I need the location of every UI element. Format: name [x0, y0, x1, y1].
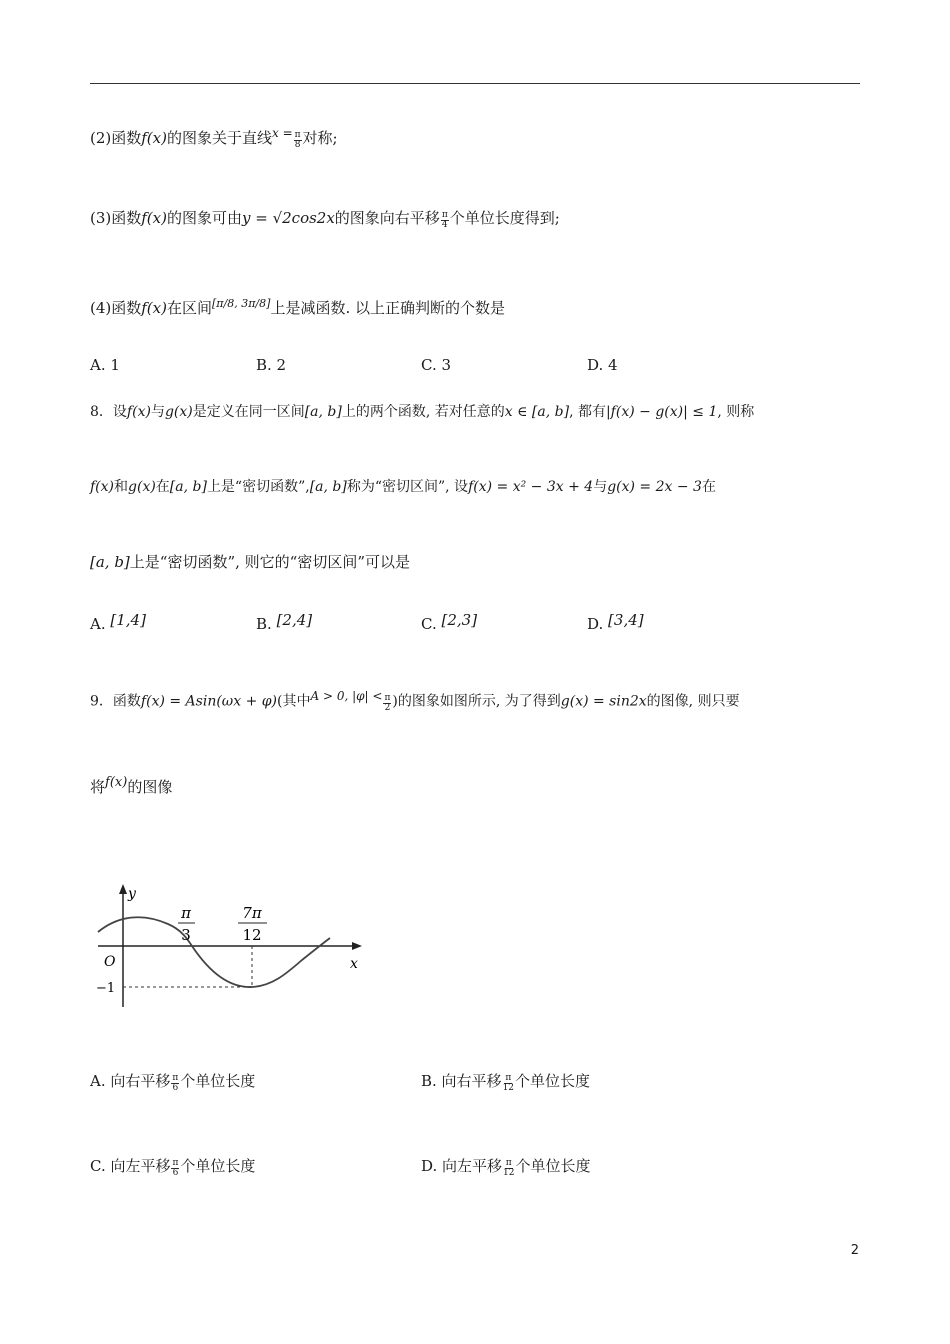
tick2-num: 7π: [242, 904, 262, 922]
x-axis-label: x: [350, 956, 358, 972]
text: 上是减函数. 以上正确判断的个数是: [270, 299, 505, 317]
q9-option-b: [421, 1071, 590, 1093]
y-axis-label: y: [128, 886, 136, 902]
option-value: [2,3]: [441, 611, 478, 629]
text: 上是“密切函数”, 则它的“密切区间”可以是: [129, 553, 411, 571]
math: [a, b]: [90, 553, 130, 571]
text: 在: [155, 479, 170, 495]
frac-num: π: [172, 1073, 179, 1083]
statement-2: [90, 123, 338, 150]
text: 对称;: [302, 129, 338, 147]
option-suffix: 个单位长度: [515, 1157, 591, 1175]
tick1-num: π: [181, 904, 191, 922]
text: 在区间: [166, 299, 212, 317]
option-value: [3,4]: [608, 611, 644, 629]
q9-option-a: [90, 1071, 255, 1093]
frac-num: π: [294, 130, 301, 140]
q8-line-1: [90, 402, 754, 422]
tick1-den: 3: [181, 926, 191, 944]
frac-den: 6: [172, 1168, 179, 1178]
q8-line-2: [90, 477, 716, 497]
q9-option-d: [421, 1156, 591, 1178]
header-rule: [90, 83, 860, 84]
option-label: B.: [256, 615, 272, 633]
fraction: [503, 1074, 514, 1093]
math: g(x): [164, 404, 193, 420]
math: f(x): [105, 775, 128, 790]
fraction: [441, 211, 449, 230]
fraction: [294, 131, 302, 150]
frac-den: 6: [172, 1083, 179, 1093]
frac-num: π: [505, 1073, 512, 1083]
text: 上的两个函数, 若对任意的: [341, 404, 505, 420]
frac-den: 12: [503, 1168, 515, 1178]
math: [a, b]: [304, 404, 342, 420]
text: 个单位长度得到;: [449, 209, 560, 227]
option-suffix: 个单位长度: [180, 1072, 256, 1090]
math-eq: y = √2cos2x: [241, 209, 335, 227]
q7-option-d: D. 4: [587, 356, 618, 374]
text: 和: [114, 479, 129, 495]
statement-3: [90, 208, 560, 230]
text: 的图象向右平移: [334, 209, 440, 227]
math: A > 0, |φ| <: [310, 689, 383, 703]
tick2-den: 12: [242, 926, 262, 944]
q9-option-c: [90, 1156, 255, 1178]
text: , 都有: [569, 404, 606, 420]
option-label: C.: [421, 615, 437, 633]
frac-den: 8: [294, 140, 301, 150]
math: f(x) = x² − 3x + 4: [468, 479, 594, 495]
math: f(x): [126, 404, 151, 420]
q7-option-c: C. 3: [421, 356, 452, 374]
math-fx: f(x): [141, 209, 167, 227]
text: 9．函数: [90, 693, 141, 710]
text: (3)函数: [90, 209, 142, 227]
y-axis-arrow: [119, 884, 127, 894]
frac-num: π: [384, 693, 391, 703]
text: 与: [150, 404, 165, 420]
frac-den: 2: [384, 703, 391, 713]
text: 的图像: [127, 778, 173, 796]
option-value: [1,4]: [110, 611, 146, 629]
math: |f(x) − g(x)| ≤ 1: [605, 404, 718, 420]
option-label: C. 向左平移: [90, 1157, 171, 1175]
math: g(x) = 2x − 3: [607, 479, 702, 495]
origin-label: O: [104, 954, 116, 970]
q9-line-2: [90, 773, 172, 797]
text: (2)函数: [90, 129, 142, 147]
q7-option-b: B. 2: [256, 356, 287, 374]
text: 的图象可由: [166, 209, 242, 227]
text: 上是“密切函数”,: [206, 479, 310, 495]
text: 在: [701, 479, 716, 495]
q8-option-a: [90, 610, 146, 634]
math: f(x) = Asin(ωx + φ): [140, 693, 278, 710]
math: [a, b]: [309, 479, 347, 495]
page-number: 2: [850, 1243, 859, 1258]
frac-num: π: [505, 1158, 512, 1168]
fraction: [383, 694, 391, 713]
math: x ∈ [a, b]: [504, 404, 570, 420]
option-label: D.: [587, 615, 604, 633]
text: 将: [90, 778, 106, 796]
fraction: [171, 1159, 179, 1178]
text: )的图象如图所示, 为了得到: [392, 693, 561, 710]
option-suffix: 个单位长度: [515, 1072, 591, 1090]
q8-line-3: [90, 552, 410, 572]
statement-4: [90, 294, 505, 318]
text: , 则称: [717, 404, 755, 420]
option-label: A.: [90, 615, 106, 633]
text: 是定义在同一区间: [192, 404, 305, 420]
q8-option-d: [587, 610, 644, 634]
option-suffix: 个单位长度: [180, 1157, 256, 1175]
q8-option-c: [421, 610, 477, 634]
x-axis-arrow: [352, 942, 362, 950]
text: 的图像, 则只要: [646, 693, 740, 710]
text: 称为“密切区间”, 设: [346, 479, 469, 495]
math: g(x) = sin2x: [560, 693, 647, 710]
q7-option-a: A. 1: [90, 356, 120, 374]
frac-den: 12: [502, 1083, 515, 1093]
math: [a, b]: [169, 479, 207, 495]
text: 的图象关于直线: [166, 129, 272, 147]
frac-num: π: [172, 1158, 179, 1168]
text: 与: [593, 479, 608, 495]
q9-line-1: [90, 686, 740, 713]
option-label: B. 向右平移: [421, 1072, 502, 1090]
fraction: [503, 1159, 514, 1178]
text: (4)函数: [90, 299, 142, 317]
frac-num: π: [441, 210, 448, 220]
sine-curve: [98, 917, 330, 987]
q9-graph: [90, 882, 380, 1012]
q8-option-b: [256, 610, 312, 634]
text: 8．设: [90, 404, 127, 420]
math: f(x): [90, 479, 115, 495]
frac-den: 4: [441, 220, 448, 230]
fraction: [171, 1074, 179, 1093]
option-label: A. 向右平移: [90, 1072, 171, 1090]
min-label: −1: [96, 981, 116, 996]
text: (其中: [277, 693, 311, 710]
math: g(x): [128, 479, 156, 495]
math-fx: f(x): [141, 299, 167, 317]
math-fx: f(x): [141, 129, 167, 147]
option-value: [2,4]: [276, 611, 313, 629]
option-label: D. 向左平移: [421, 1157, 503, 1175]
math-interval: [π/8, 3π/8]: [211, 297, 271, 310]
math-eq: x =: [271, 126, 293, 140]
